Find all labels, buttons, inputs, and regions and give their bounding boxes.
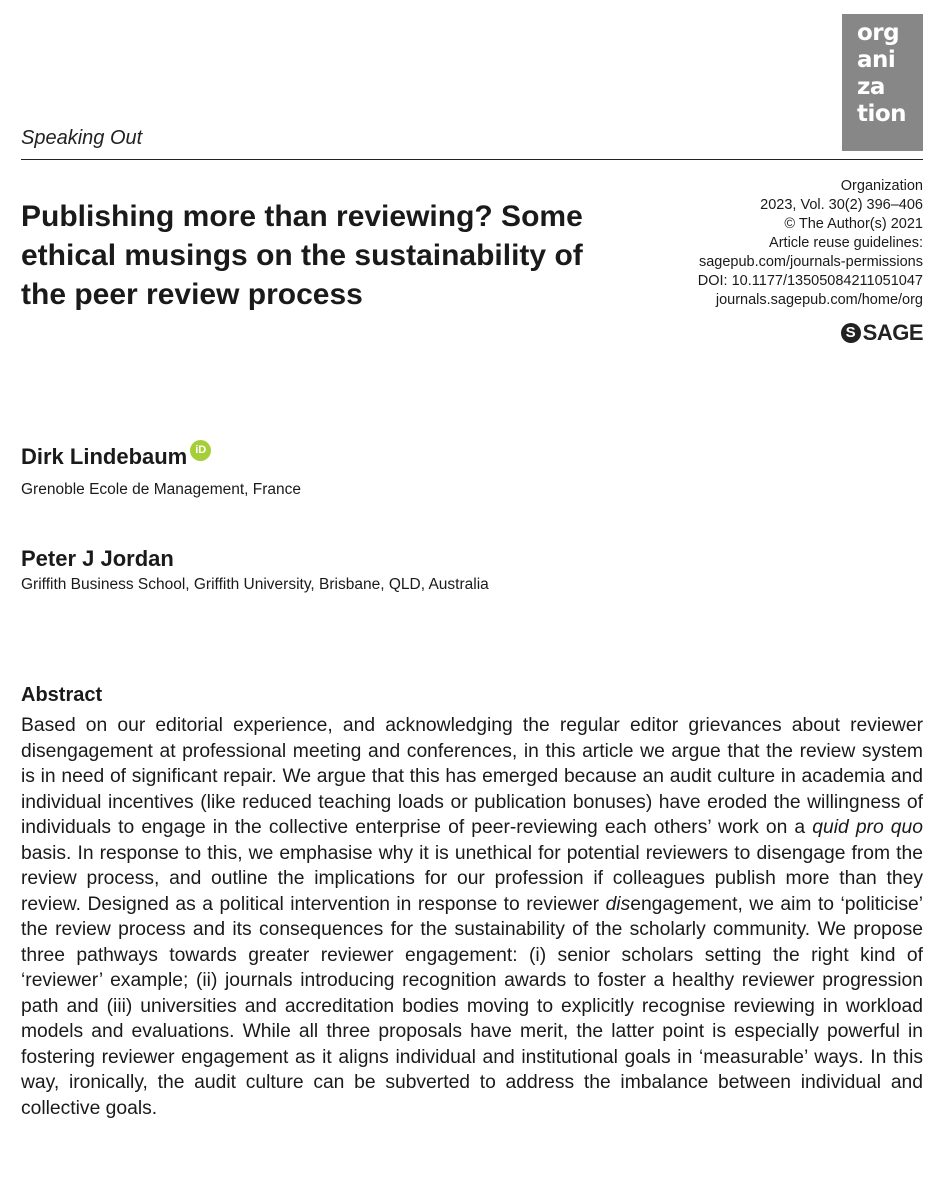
author-affiliation: Grenoble Ecole de Management, France — [21, 481, 302, 498]
journal-name: Organization — [840, 178, 923, 194]
reuse-link[interactable]: sagepub.com/journals-permissions — [698, 254, 923, 270]
article-metadata — [698, 177, 923, 310]
reuse-label: Article reuse guidelines: — [769, 235, 923, 251]
sage-wordmark: SAGE — [862, 320, 923, 345]
sage-mark-icon: S — [841, 323, 861, 343]
doi-link[interactable]: DOI: 10.1177/13505084211051047 — [697, 273, 923, 289]
author-affiliation: Griffith Business School, Griffith University, Brisbane, QLD, Australia — [21, 576, 489, 593]
author-name — [21, 444, 211, 470]
abstract-heading: Abstract — [21, 684, 103, 706]
orcid-icon[interactable]: iD — [190, 440, 211, 461]
article-title: Publishing more than reviewing? Some ethical musings on the sustainability of the peer review process — [21, 200, 583, 311]
header-divider — [21, 159, 923, 160]
abstract-text-segment: engagement, we aim to ‘politicise’ the review process and its consequences for the sustainability of the scholarly community. We propose three pathways towards greater reviewer engagement: (i) senior scholars setting the right kind of ‘reviewer’ example; (ii) journals introducing recognition awards to foster a healthy reviewer progression path and (iii) universities and accreditation bodies moving to explicitly recognise reviewing in workload models and evaluations. While all three proposals have merit, the latter point is especially powerful in fostering reviewer engagement as it aligns individual and institutional goals in ‘measurable’ ways. In this way, ironically, the audit culture can be subverted to address the imbalance between individual and collective goals. — [21, 893, 924, 1119]
author-name — [21, 546, 174, 572]
abstract-italic-phrase: dis — [605, 893, 631, 915]
journal-home-link[interactable]: journals.sagepub.com/home/org — [715, 292, 923, 308]
journal-logo-line: ani — [857, 47, 896, 73]
journal-logo-line: za — [857, 74, 885, 100]
author-name-text: Peter J Jordan — [21, 546, 174, 571]
author-name-text: Dirk Lindebaum — [21, 444, 188, 469]
abstract-text — [21, 713, 923, 1121]
volume-pages: 2023, Vol. 30(2) 396–406 — [760, 197, 923, 213]
publisher-logo — [841, 320, 923, 346]
abstract-text-segment: Based on our editorial experience, and acknowledging the regular editor grievances about reviewer disengagement at professional meeting and conferences, in this article we argue that the review system is in need of significant repair. We argue that this has emerged because an audit culture in academia and individual incentives (like reduced teaching loads or publication bonuses) have eroded the willingness of individuals to engage in the collective enterprise of peer-reviewing each others’ work on a — [21, 715, 923, 838]
section-label: Speaking Out — [21, 127, 143, 149]
abstract-italic-phrase: quid pro quo — [812, 817, 923, 838]
journal-logo-line: tion — [857, 101, 907, 127]
journal-logo-line: org — [857, 20, 900, 46]
abstract-text-segment: basis. In response to this, we emphasise why it is unethical for potential reviewers to disengage from the review process, and outline the implications for our profession if colleagues publish more than they review. Designed as a political intervention in response to reviewer — [21, 842, 923, 915]
copyright: © The Author(s) 2021 — [784, 216, 923, 232]
journal-logo — [842, 14, 923, 151]
